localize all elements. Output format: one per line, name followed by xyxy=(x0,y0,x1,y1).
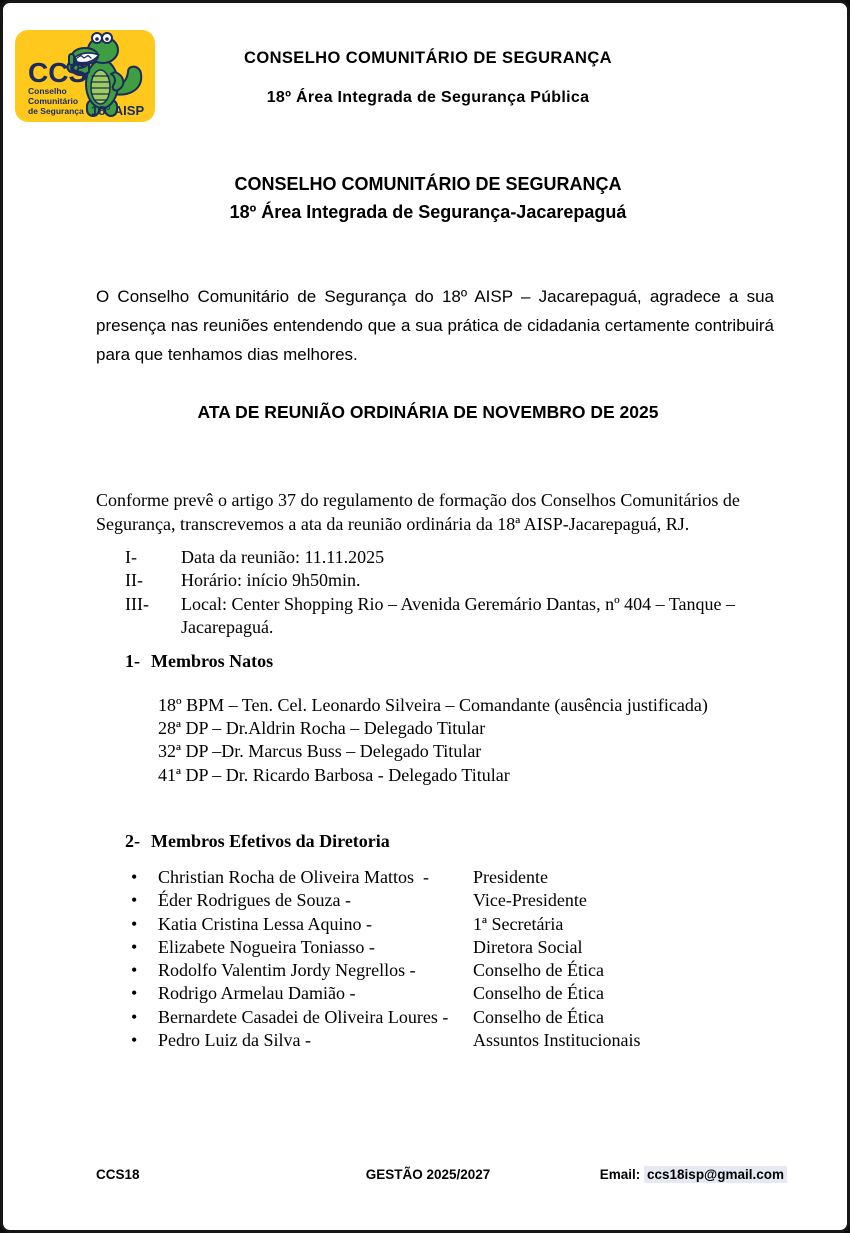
member-role: Conselho de Ética xyxy=(473,960,604,981)
membros-natos-list xyxy=(158,694,708,787)
document-title-line1: CONSELHO COMUNITÁRIO DE SEGURANÇA xyxy=(234,174,622,194)
member-role: Conselho de Ética xyxy=(473,983,604,1004)
bullet-icon: • xyxy=(131,867,138,887)
ata-title: ATA DE REUNIÃO ORDINÁRIA DE NOVEMBRO DE 2025 xyxy=(197,402,659,422)
member-name: Rodolfo Valentim Jordy Negrellos - xyxy=(158,960,416,981)
intro-paragraph: O Conselho Comunitário de Segurança do 18º AISP – Jacarepaguá, agradece a sua presença nas reuniões entendendo que a sua prática de cidadania certamente contribuirá para que tenhamos dias melhores. xyxy=(96,287,774,364)
footer-email-label: Email: xyxy=(599,1167,645,1182)
letterhead-line1: CONSELHO COMUNITÁRIO DE SEGURANÇA xyxy=(244,49,612,67)
section1-heading xyxy=(125,651,273,672)
bullet-icon: • xyxy=(131,913,138,934)
section1-title: Membros Natos xyxy=(151,651,274,671)
member-name: Christian Rocha de Oliveira Mattos - xyxy=(158,867,429,887)
logo-aisp: 18° AISP xyxy=(91,103,145,118)
natos-item: 32ª DP –Dr. Marcus Buss – Delegado Titular xyxy=(158,741,482,762)
member-name: Éder Rodrigues de Souza - xyxy=(158,890,351,911)
member-row xyxy=(131,936,791,959)
meeting-detail-item xyxy=(125,546,770,569)
member-name: Katia Cristina Lessa Aquino - xyxy=(158,913,372,934)
roman-numeral: I- xyxy=(125,547,137,567)
logo-acronym: CCS xyxy=(28,57,88,88)
document-title xyxy=(3,170,850,226)
member-role: Presidente xyxy=(473,867,548,887)
member-role: Conselho de Ética xyxy=(473,1006,604,1027)
bullet-icon: • xyxy=(131,1006,138,1027)
member-name: Pedro Luiz da Silva - xyxy=(158,1030,311,1051)
meeting-detail-text: Data da reunião: 11.11.2025 xyxy=(181,547,385,567)
bullet-icon: • xyxy=(131,1030,138,1051)
ccs-logo xyxy=(15,30,155,122)
letterhead-line2: 18º Área Integrada de Segurança Pública xyxy=(266,89,590,106)
section2-heading xyxy=(125,831,390,852)
bullet-icon: • xyxy=(131,960,138,981)
section2-number: 2- xyxy=(125,831,140,851)
logo-sub2: Comunitário xyxy=(28,96,79,106)
ccs-logo-icon xyxy=(15,30,155,122)
document-title-line2: 18º Área Integrada de Segurança-Jacarepaguá xyxy=(229,202,627,222)
member-row xyxy=(131,889,791,912)
meeting-detail-text: Horário: início 9h50min. xyxy=(181,570,361,591)
member-row xyxy=(131,866,791,889)
member-row xyxy=(131,959,791,982)
natos-item: 28ª DP – Dr.Aldrin Rocha – Delegado Titular xyxy=(158,718,486,739)
meeting-detail-text: Local: Center Shopping Rio – Avenida Geremário Dantas, nº 404 – Tanque – Jacarepaguá. xyxy=(181,593,736,638)
member-role: Diretora Social xyxy=(473,936,583,957)
diretoria-members-list xyxy=(131,866,791,1052)
logo-sub3: de Segurança xyxy=(28,106,84,116)
logo-sub1: Conselho xyxy=(28,86,67,96)
member-role: 1ª Secretária xyxy=(473,913,564,934)
footer-email-address: ccs18isp@gmail.com xyxy=(644,1166,787,1183)
member-row xyxy=(131,913,791,936)
roman-numeral: II- xyxy=(125,570,143,591)
member-role: Vice-Presidente xyxy=(473,890,587,911)
footer-email xyxy=(600,1167,787,1182)
natos-item: 41ª DP – Dr. Ricardo Barbosa - Delegado Titular xyxy=(158,764,510,785)
member-name: Bernardete Casadei de Oliveira Loures - xyxy=(158,1006,449,1027)
member-row xyxy=(131,1029,791,1052)
roman-numeral: III- xyxy=(125,593,149,614)
member-role: Assuntos Institucionais xyxy=(473,1030,641,1051)
natos-item: 18º BPM – Ten. Cel. Leonardo Silveira – Comandante (ausência justificada) xyxy=(158,695,708,715)
meeting-detail-item xyxy=(125,569,770,592)
bullet-icon: • xyxy=(131,890,138,911)
footer-gestao: GESTÃO 2025/2027 xyxy=(365,1167,491,1182)
bullet-icon: • xyxy=(131,936,138,957)
footer-doc-code: CCS18 xyxy=(96,1167,140,1182)
meeting-detail-item xyxy=(125,593,770,640)
member-name: Rodrigo Armelau Damião - xyxy=(158,983,356,1004)
member-row xyxy=(131,1006,791,1029)
bullet-icon: • xyxy=(131,983,138,1004)
preamble-paragraph: Conforme prevê o artigo 37 do regulamento de formação dos Conselhos Comunitários de Segurança, transcrevemos a ata da reunião ordinária da 18ª AISP-Jacarepaguá, RJ. xyxy=(96,490,740,534)
section1-number: 1- xyxy=(125,651,140,671)
member-row xyxy=(131,982,791,1005)
section2-title: Membros Efetivos da Diretoria xyxy=(151,831,390,851)
member-name: Elizabete Nogueira Toniasso - xyxy=(158,936,375,957)
meeting-details-list xyxy=(125,546,770,640)
